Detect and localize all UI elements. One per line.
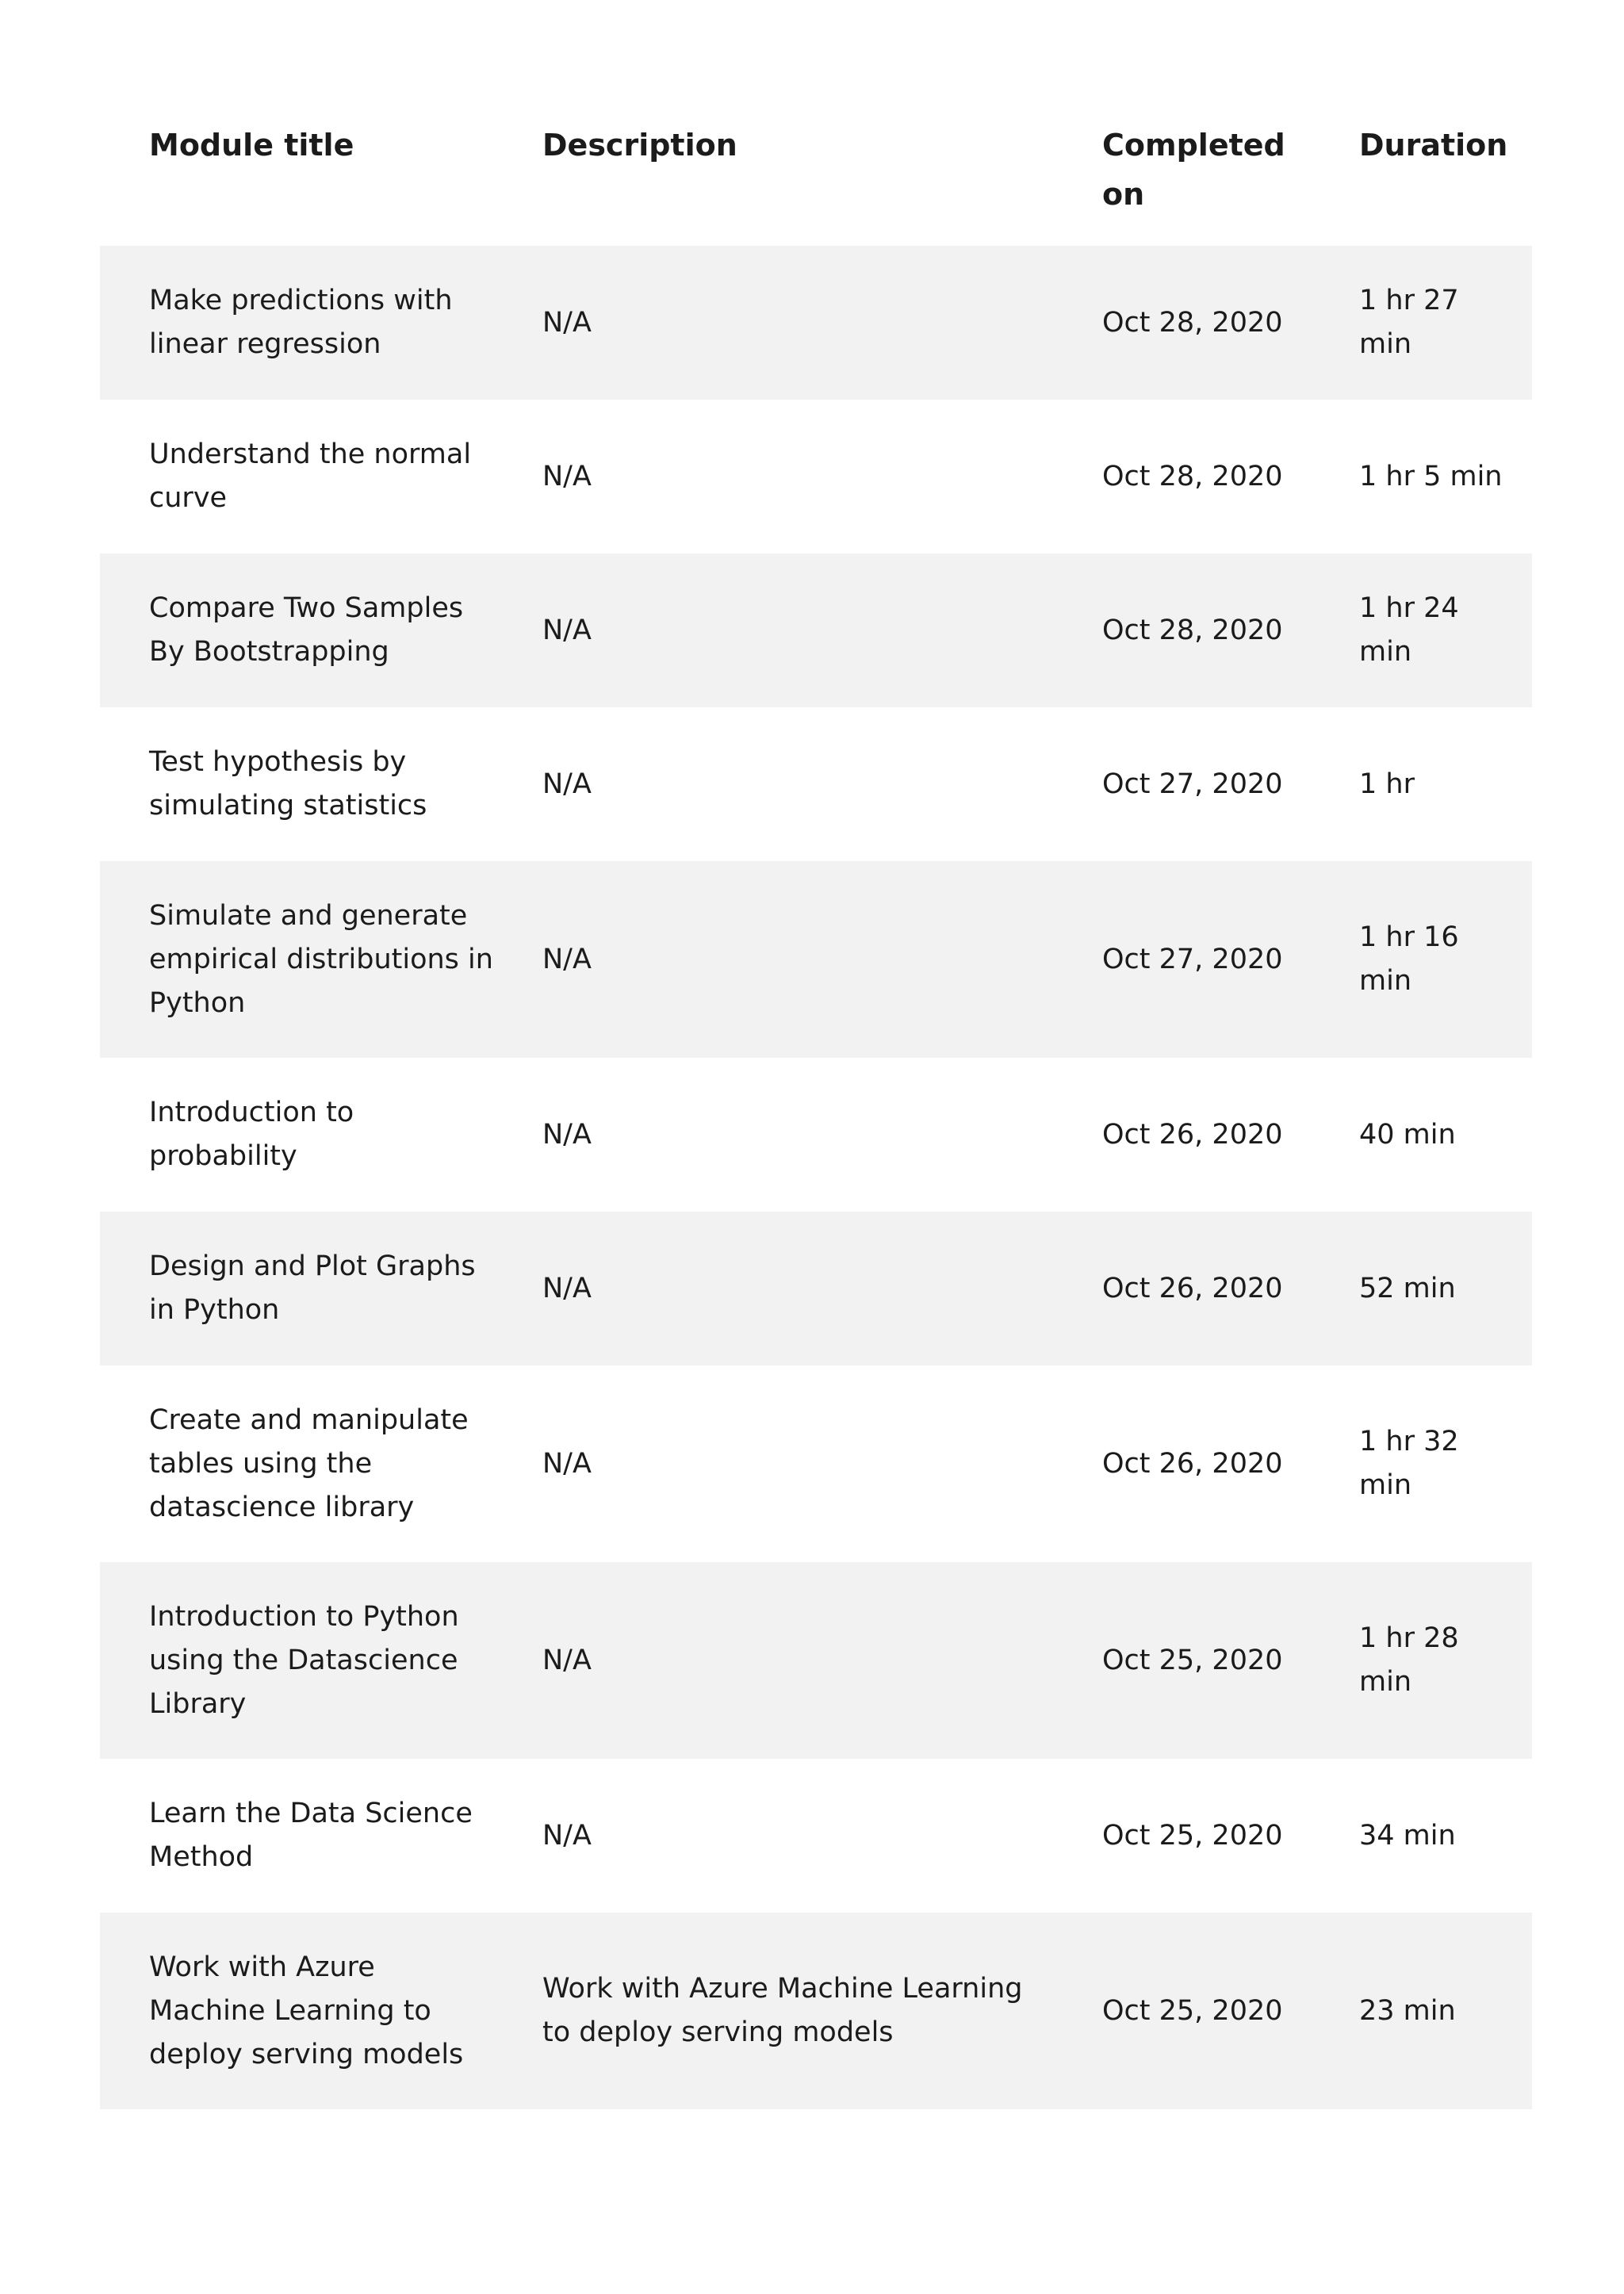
module-duration: 1 hr 28 min xyxy=(1359,1622,1459,1698)
module-description: Work with Azure Machine Learning to deploy serving models xyxy=(542,1973,1023,2048)
module-title: Create and manipulate tables using the datascience library xyxy=(149,1404,469,1523)
module-title: Learn the Data Science Method xyxy=(149,1798,473,1873)
completed-date: Oct 27, 2020 xyxy=(1102,943,1283,975)
module-description: N/A xyxy=(542,1272,592,1304)
module-duration: 1 hr 24 min xyxy=(1359,592,1459,668)
completed-date: Oct 26, 2020 xyxy=(1102,1118,1283,1151)
table-header xyxy=(100,109,1532,246)
module-description: N/A xyxy=(542,460,592,492)
module-title: Simulate and generate empirical distributions in Python xyxy=(149,899,493,1019)
table-row xyxy=(100,400,1532,553)
table-row xyxy=(100,1759,1532,1913)
module-duration: 40 min xyxy=(1359,1118,1456,1151)
completed-date: Oct 26, 2020 xyxy=(1102,1447,1283,1480)
completed-date: Oct 26, 2020 xyxy=(1102,1272,1283,1304)
header-duration: Duration xyxy=(1359,128,1508,163)
module-title: Make predictions with linear regression xyxy=(149,285,453,360)
completed-date: Oct 25, 2020 xyxy=(1102,1644,1283,1676)
completed-date: Oct 28, 2020 xyxy=(1102,460,1283,492)
module-duration: 1 hr 27 min xyxy=(1359,285,1459,360)
table-row xyxy=(100,1365,1532,1562)
completed-date: Oct 28, 2020 xyxy=(1102,306,1283,339)
module-title: Work with Azure Machine Learning to deploy serving models xyxy=(149,1951,464,2070)
module-duration: 1 hr xyxy=(1359,768,1415,800)
table-row xyxy=(100,1212,1532,1365)
table-row xyxy=(100,707,1532,861)
module-description: N/A xyxy=(542,768,592,800)
module-description: N/A xyxy=(542,1447,592,1480)
module-title: Introduction to Python using the Datascience Library xyxy=(149,1600,459,1720)
module-duration: 1 hr 5 min xyxy=(1359,460,1503,492)
module-description: N/A xyxy=(542,1644,592,1676)
header-module-title: Module title xyxy=(149,128,354,163)
module-duration: 1 hr 32 min xyxy=(1359,1426,1459,1501)
table-row xyxy=(100,861,1532,1058)
completed-date: Oct 27, 2020 xyxy=(1102,768,1283,800)
module-duration: 1 hr 16 min xyxy=(1359,921,1459,997)
module-title: Compare Two Samples By Bootstrapping xyxy=(149,592,464,668)
header-completed-on: Completed on xyxy=(1102,128,1285,212)
module-title: Introduction to probability xyxy=(149,1097,354,1172)
table-row xyxy=(100,1058,1532,1212)
table-row xyxy=(100,246,1532,400)
module-description: N/A xyxy=(542,306,592,339)
module-title: Test hypothesis by simulating statistics xyxy=(149,746,427,821)
table-row xyxy=(100,553,1532,707)
module-description: N/A xyxy=(542,614,592,646)
module-title: Design and Plot Graphs in Python xyxy=(149,1250,476,1326)
module-description: N/A xyxy=(542,1118,592,1151)
module-table xyxy=(100,109,1532,2109)
module-duration: 52 min xyxy=(1359,1272,1456,1304)
module-description: N/A xyxy=(542,943,592,975)
module-duration: 23 min xyxy=(1359,1994,1456,2027)
module-description: N/A xyxy=(542,1819,592,1852)
header-description: Description xyxy=(542,128,737,163)
table-row xyxy=(100,1562,1532,1759)
module-duration: 34 min xyxy=(1359,1819,1456,1852)
completed-date: Oct 25, 2020 xyxy=(1102,1819,1283,1852)
module-title: Understand the normal curve xyxy=(149,439,472,514)
completed-date: Oct 25, 2020 xyxy=(1102,1994,1283,2027)
completed-date: Oct 28, 2020 xyxy=(1102,614,1283,646)
table-row xyxy=(100,1913,1532,2109)
